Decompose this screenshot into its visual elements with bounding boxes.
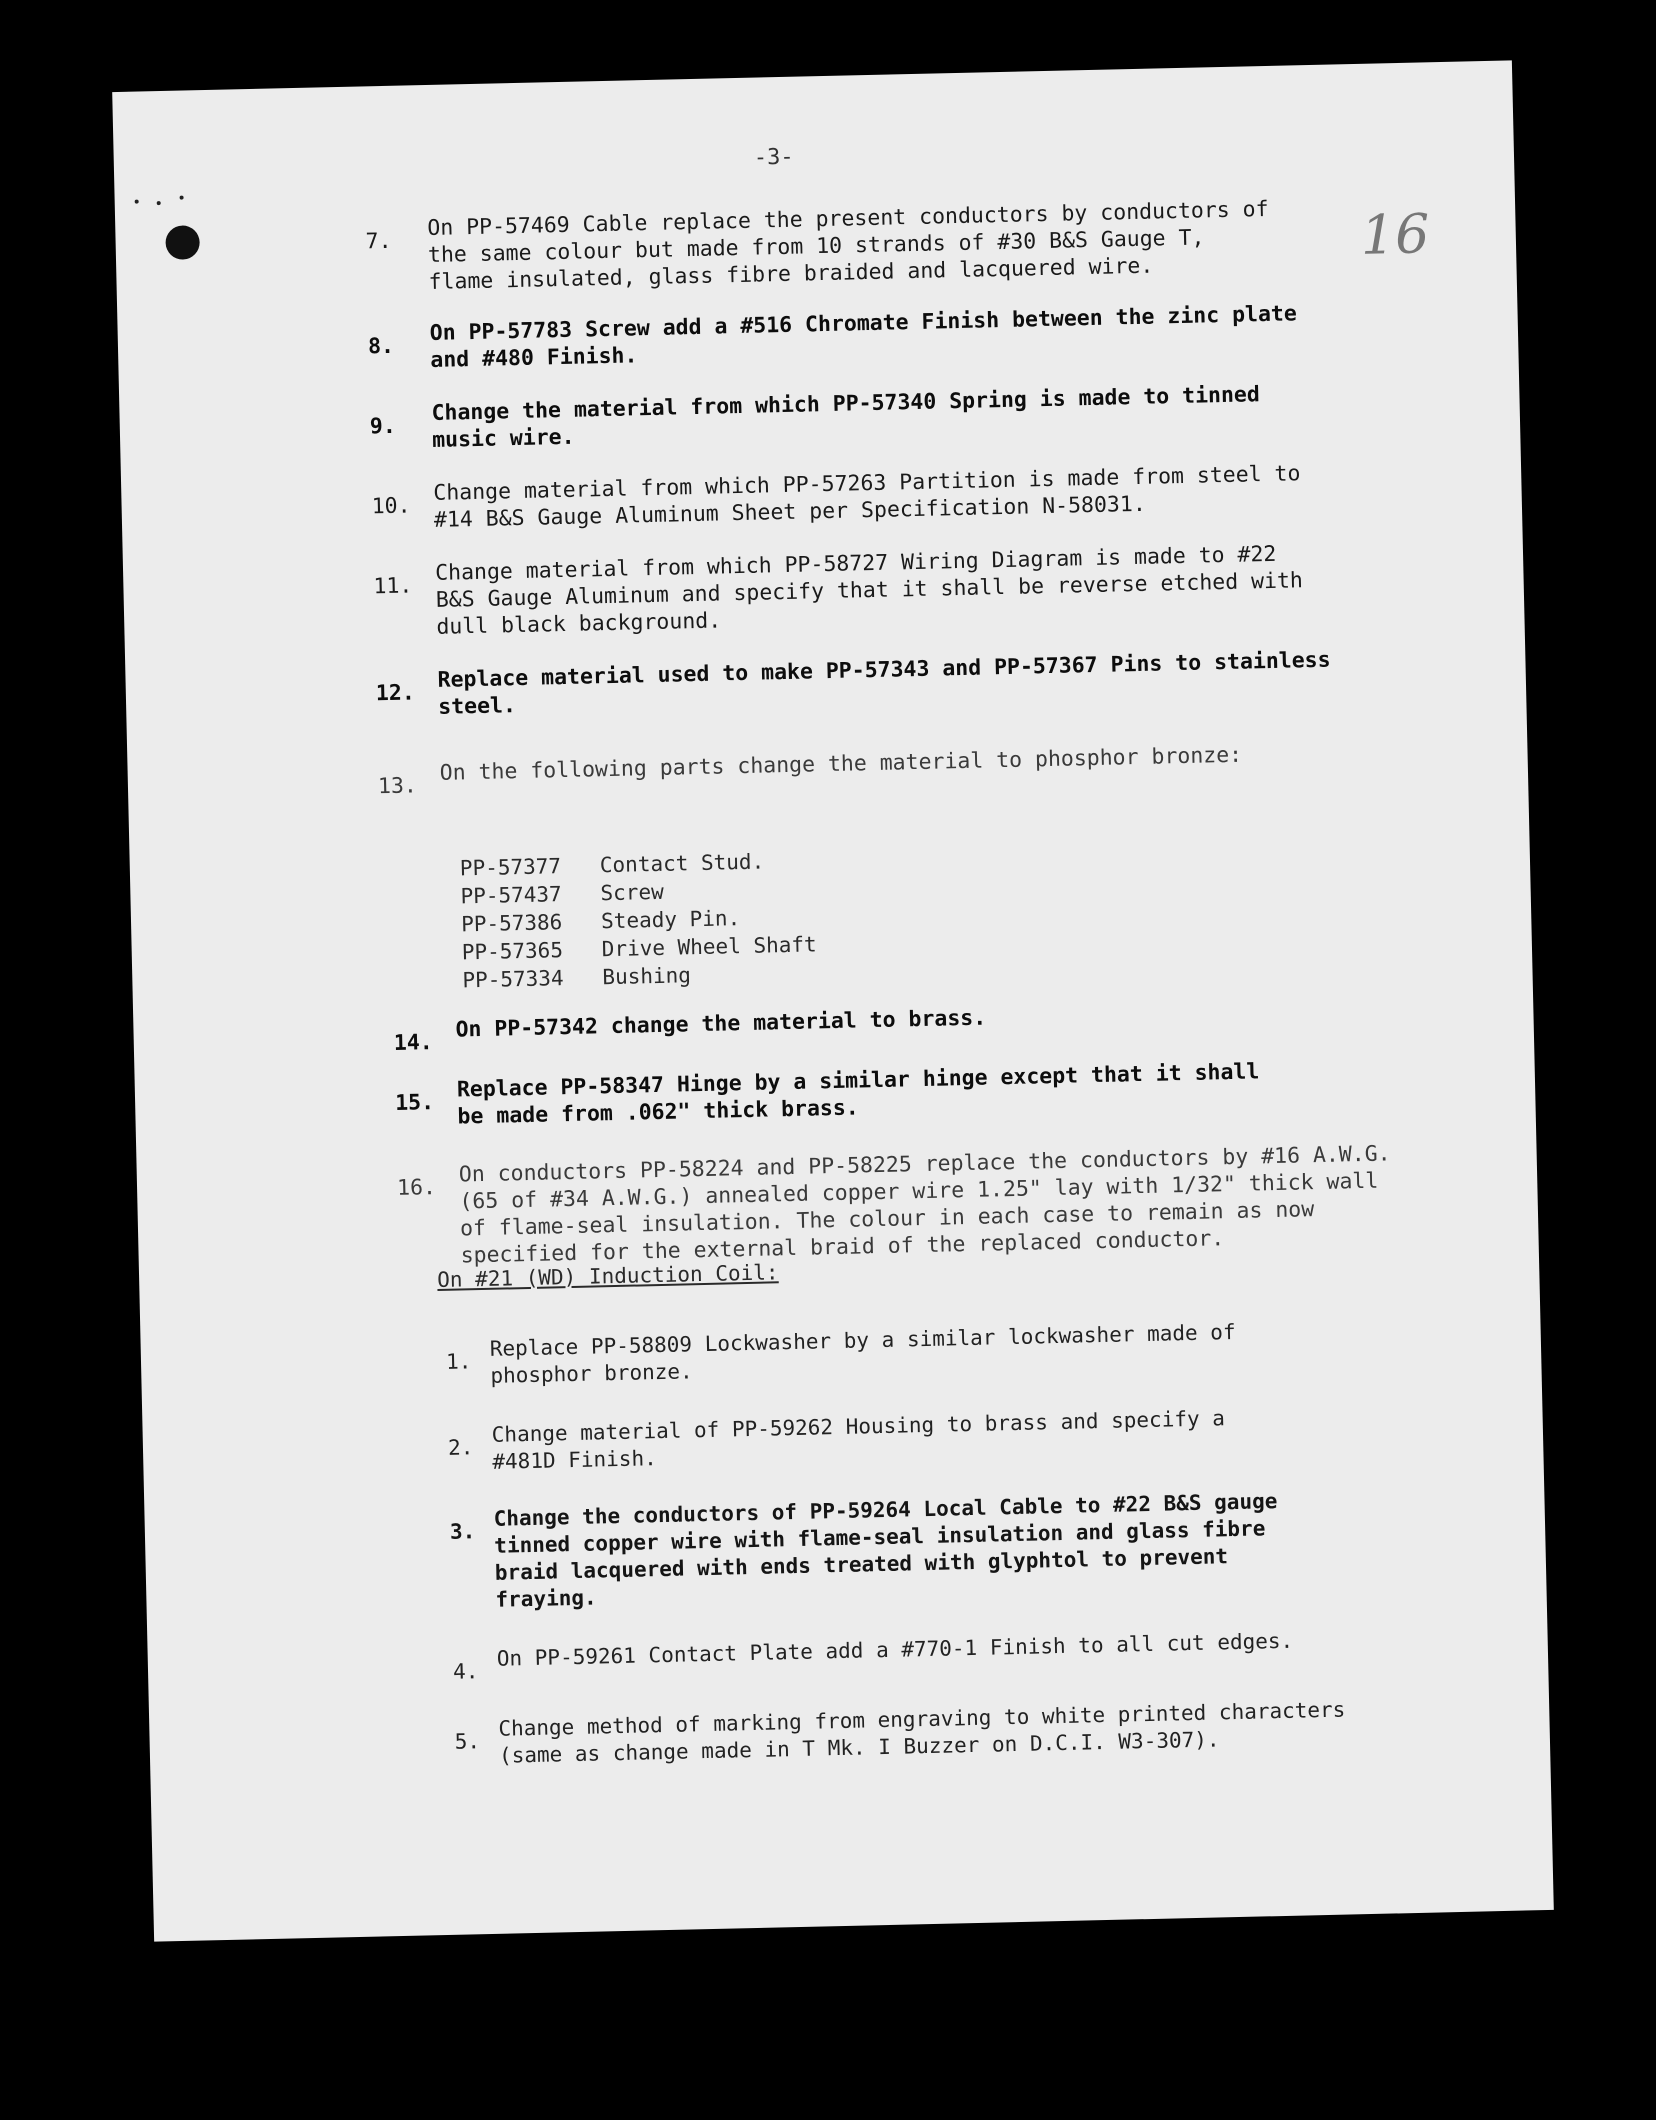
- part-name: Steady Pin.: [600, 906, 741, 934]
- speck: [180, 196, 184, 200]
- part-name: Contact Stud.: [599, 849, 765, 878]
- part-name: Screw: [600, 879, 664, 906]
- item-number: 7.: [365, 228, 392, 255]
- item-text: On the following parts change the material to phosphor bronze:: [439, 742, 1243, 786]
- page-number: -3-: [753, 144, 794, 171]
- part-number: PP-57377: [459, 854, 562, 881]
- item-number: 1.: [445, 1349, 472, 1374]
- item-text: Replace material used to make PP-57343 and PP-57367 Pins to stainless steel.: [437, 647, 1331, 720]
- parts-list: [460, 846, 818, 994]
- document-page: [112, 60, 1554, 1941]
- punch-hole: [165, 225, 200, 260]
- part-name: Drive Wheel Shaft: [601, 932, 817, 962]
- item-number: 10.: [371, 493, 411, 520]
- item-text: Change material from which PP-58727 Wiring Diagram is made to #22 B&S Gauge Aluminum and specify that it shall be reverse etched with dull black background.: [434, 541, 1304, 640]
- item-text: On PP-57469 Cable replace the present conductors by conductors of the same colour but made from 10 strands of #30 B&S Gauge T, flame insulated, glass fibre braided and lacquered wire.: [427, 196, 1269, 295]
- section-title: On #21 (WD) Induction Coil:: [436, 1260, 779, 1293]
- item-text: Change material from which PP-57263 Partition is made from steel to #14 B&S Gauge Aluminum Sheet per Specification N-58031.: [433, 461, 1301, 533]
- item-text: Change the material from which PP-57340 Spring is made to tinned music wire.: [431, 382, 1261, 453]
- item-text: Replace PP-58809 Lockwasher by a similar lockwasher made of phosphor bronze.: [489, 1319, 1236, 1388]
- part-number: PP-57334: [462, 966, 564, 993]
- part-number: PP-57437: [460, 882, 562, 909]
- part-name: Bushing: [602, 963, 692, 990]
- item-number: 5.: [454, 1729, 481, 1754]
- item-text: On PP-59261 Contact Plate add a #770-1 Finish to all cut edges.: [496, 1628, 1294, 1671]
- item-number: 2.: [447, 1435, 474, 1460]
- item-text: Change method of marking from engraving to white printed characters (same as change made in T Mk. I Buzzer on D.C.I. W3-307).: [498, 1697, 1346, 1768]
- item-number: 13.: [377, 773, 418, 800]
- speck: [157, 201, 161, 205]
- item-number: 4.: [452, 1659, 479, 1684]
- item-number: 15.: [394, 1090, 435, 1116]
- handwritten-note: 16: [1360, 202, 1431, 267]
- speck: [135, 200, 139, 204]
- item-text: On PP-57342 change the material to brass.: [455, 1005, 987, 1043]
- item-text: Change material of PP-59262 Housing to brass and specify a #481D Finish.: [491, 1406, 1226, 1474]
- item-number: 3.: [449, 1519, 476, 1544]
- item-text: Change the conductors of PP-59264 Local Cable to #22 B&S gauge tinned copper wire with flame-seal insulation and glass fibre braid lacquered with ends treated with glyphtol to prevent fraying.: [493, 1489, 1278, 1612]
- item-text: Replace PP-58347 Hinge by a similar hinge except that it shall be made from .062" thick brass.: [456, 1059, 1260, 1130]
- part-number: PP-57386: [460, 910, 563, 937]
- item-number: 9.: [369, 413, 397, 440]
- item-text: On PP-57783 Screw add a #516 Chromate Finish between the zinc plate and #480 Finish.: [429, 301, 1298, 373]
- item-text: On conductors PP-58224 and PP-58225 replace the conductors by #16 A.W.G. (65 of #34 A.W.G.) annealed copper wire 1.25" lay with 1/32" thick wall of flame-seal insulation. The colour in each case to remain as now specified for the external braid of the replaced conductor.: [458, 1141, 1391, 1269]
- item-number: 16.: [396, 1175, 437, 1201]
- item-number: 12.: [375, 680, 416, 707]
- part-number: PP-57365: [461, 938, 564, 965]
- item-number: 8.: [367, 333, 395, 360]
- item-number: 14.: [393, 1030, 433, 1056]
- item-number: 11.: [373, 573, 413, 600]
